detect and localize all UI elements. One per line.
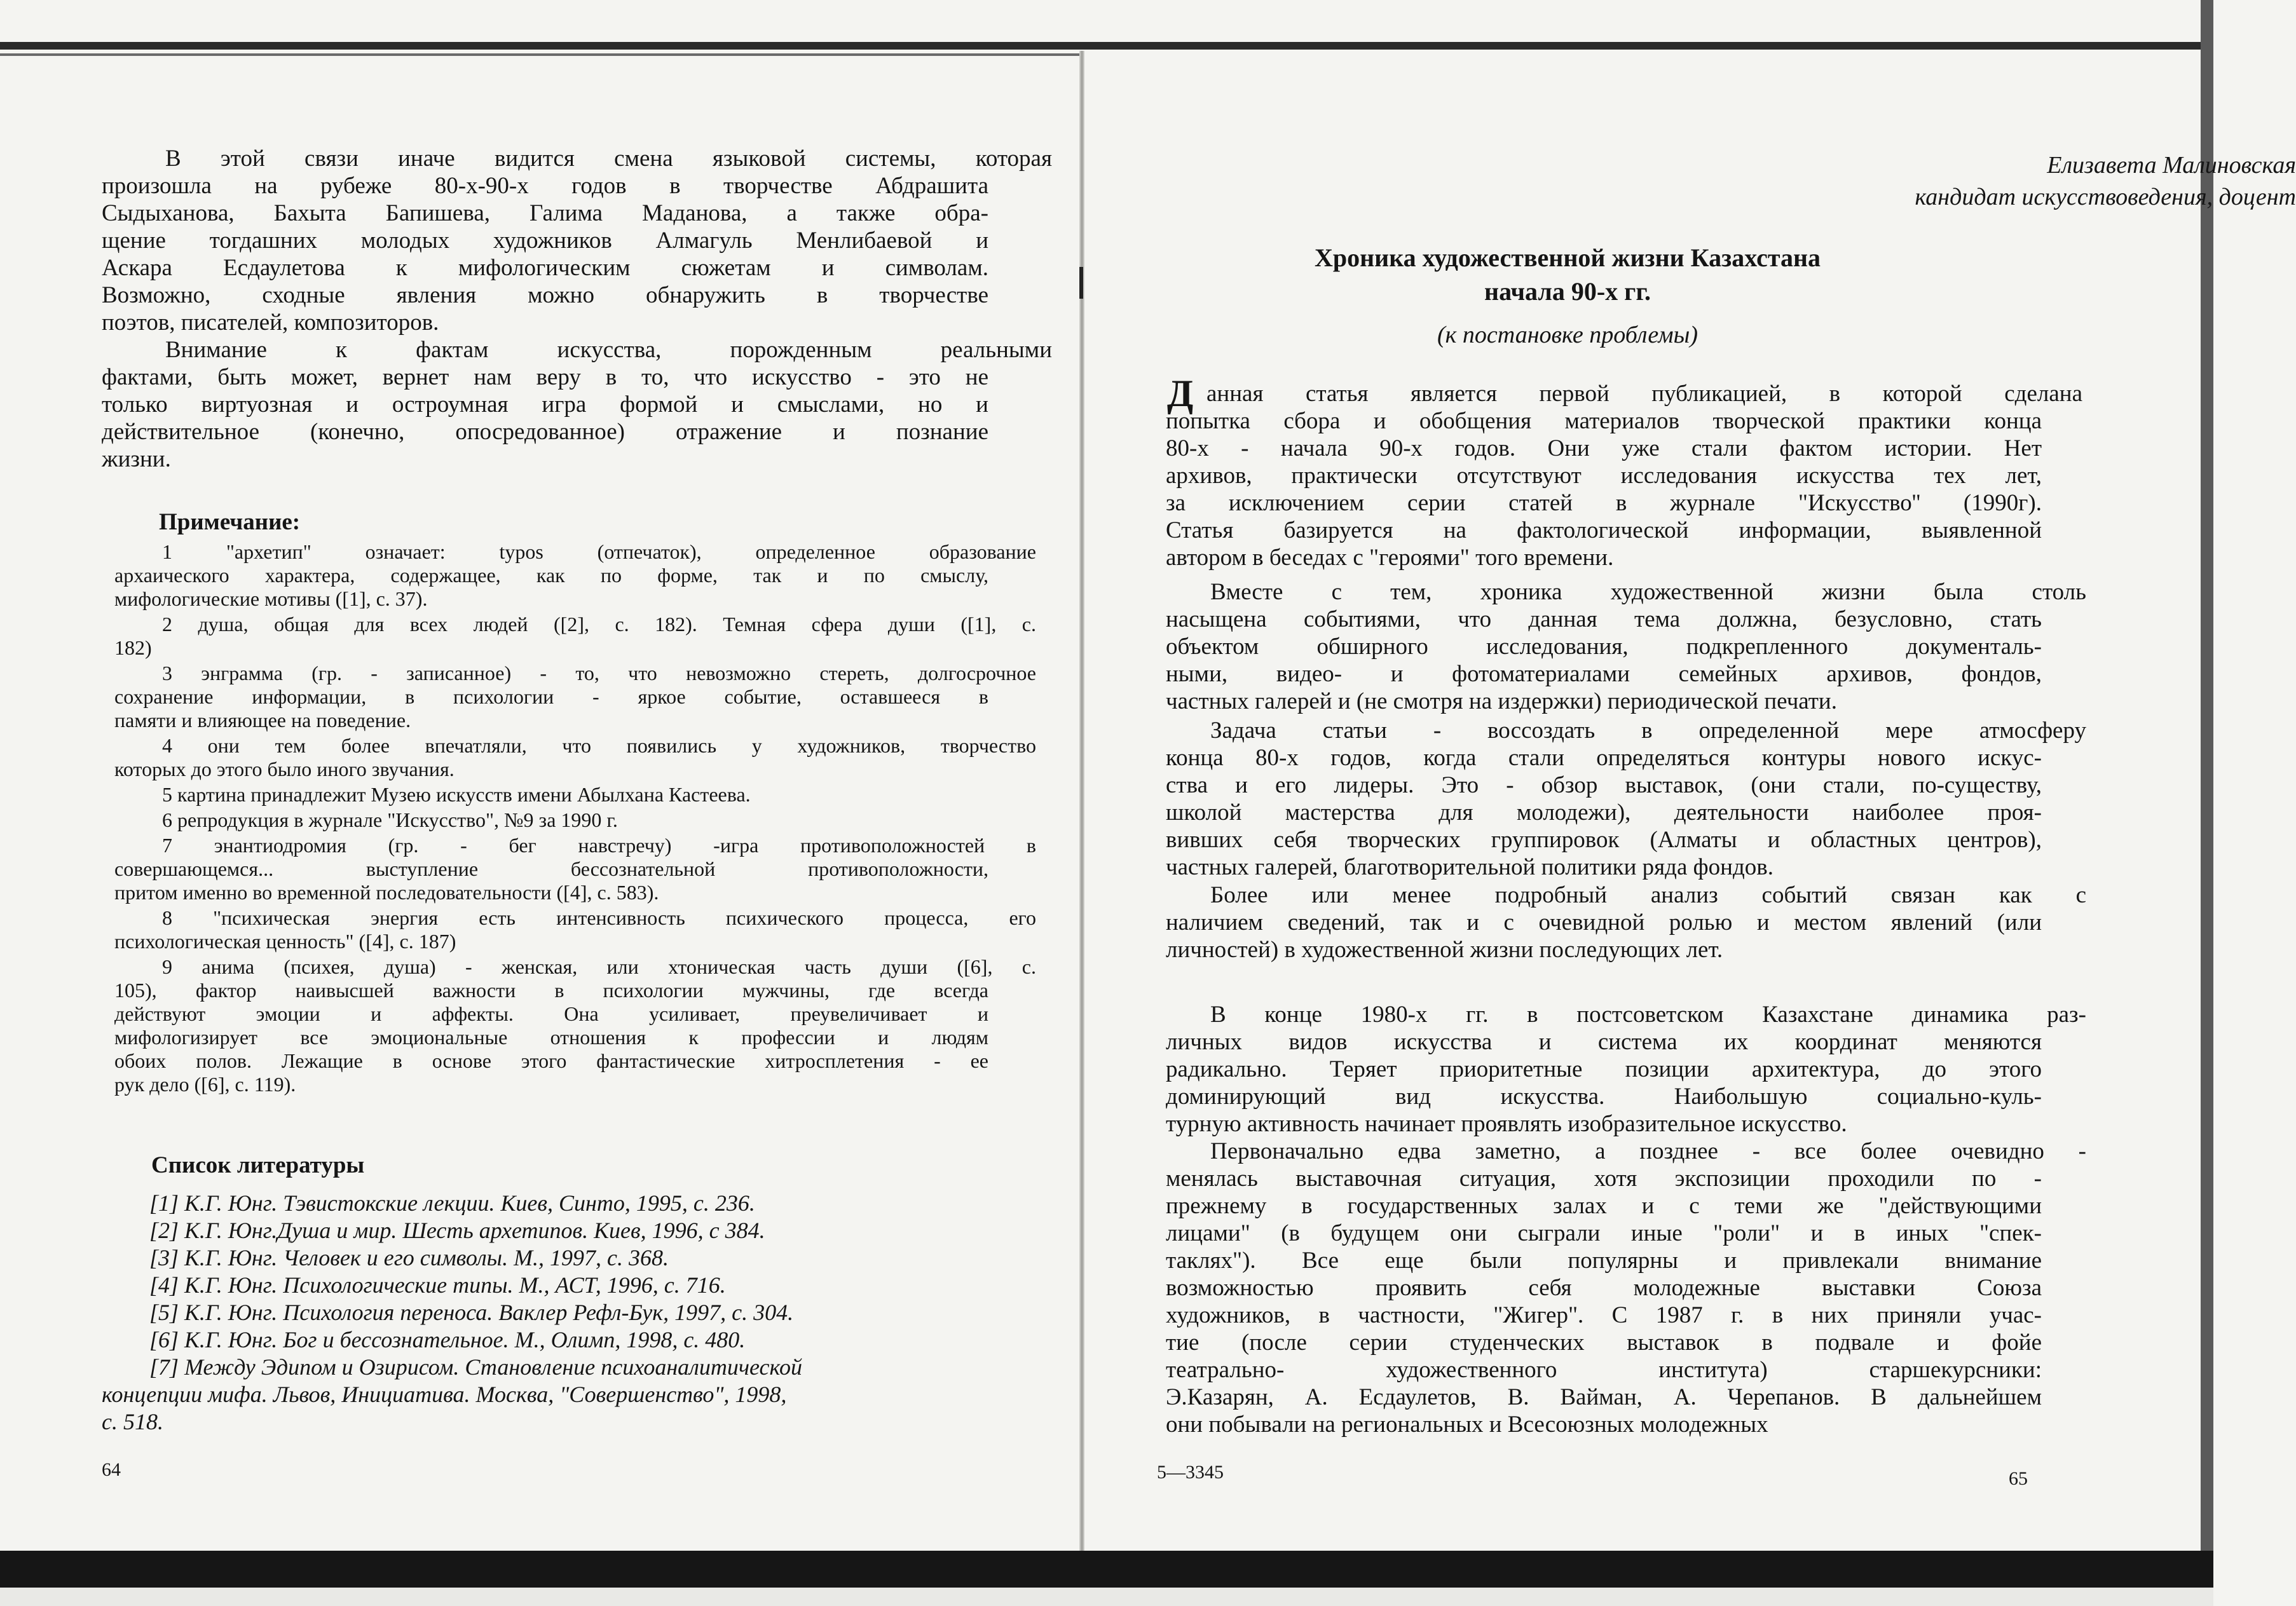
note-line: 3 энграмма (гр. - записанное) - то, что невозможно стереть, долгосрочное xyxy=(162,662,1036,684)
note-line: архаического характера, содержащее, как по форме, так и по смыслу, xyxy=(114,564,988,587)
reference-line: [4] К.Г. Юнг. Психологические типы. М., АСТ, 1996, с. 716. xyxy=(149,1272,726,1298)
body-line: личных видов искусства и система их координат меняются xyxy=(1166,1029,2042,1055)
note-line: 182) xyxy=(114,636,152,659)
drop-cap: Д xyxy=(1167,372,1194,414)
note-line: совершающемся... выступление бессознательной противоположности, xyxy=(114,857,988,880)
body-line: частных галерей, благотворительной политики ряда фондов. xyxy=(1166,854,1774,880)
body-line: попытка сбора и обобщения материалов творческой практики конца xyxy=(1166,408,2042,434)
body-line: щение тогдашних молодых художников Алмагуль Менлибаевой и xyxy=(102,228,988,254)
body-line: В этой связи иначе видится смена языковой системы, которая xyxy=(165,146,1052,172)
body-line: Первоначально едва заметно, а позднее - все более очевидно - xyxy=(1210,1138,2086,1164)
body-line: ства и его лидеры. Это - обзор выставок, (они стали, по-существу, xyxy=(1166,772,2042,798)
body-line: вивших себя творческих группировок (Алматы и областных центров), xyxy=(1166,827,2042,853)
body-line: жизни. xyxy=(102,446,171,472)
body-line: таклях"). Все еще были популярны и привлекали внимание xyxy=(1166,1248,2042,1274)
body-line: ными, видео- и фотоматериалами семейных архивов, фондов, xyxy=(1166,661,2042,687)
body-line: насыщена событиями, что данная тема должна, безусловно, стать xyxy=(1166,606,2042,632)
note-line: мифологизирует все эмоциональные отношения к профессии и людям xyxy=(114,1026,988,1049)
body-line: Сыдыханова, Бахыта Бапишева, Галима Маданова, а также обра- xyxy=(102,200,988,226)
body-line: автором в беседах с "героями" того времени. xyxy=(1166,545,1614,571)
note-line: обоих полов. Лежащие в основе этого фантастические хитросплетения - ее xyxy=(114,1049,988,1072)
reference-line: [7] Между Эдипом и Озирисом. Становление психоаналитической xyxy=(149,1354,803,1380)
body-line: прежнему в государственных залах и с теми же "действующими xyxy=(1166,1193,2042,1219)
body-line: доминирующий вид искусства. Наибольшую социально-куль- xyxy=(1166,1084,2042,1110)
body-line: художников, в частности, "Жигер". С 1987 г. в них приняли учас- xyxy=(1166,1302,2042,1328)
scan-bottom-border xyxy=(0,1551,2213,1588)
note-line: притом именно во временной последовательности ([4], с. 583). xyxy=(114,881,659,904)
page-number-right: 65 xyxy=(2009,1468,2028,1489)
body-line: школой мастерства для молодежи), деятельности наиболее проя- xyxy=(1166,800,2042,826)
right-page xyxy=(1084,0,2296,1551)
note-line: 8 "психическая энергия есть интенсивность психического процесса, его xyxy=(162,906,1036,929)
note-line: 2 душа, общая для всех людей ([2], с. 182). Темная сфера души ([1], с. xyxy=(162,613,1036,636)
reference-line: концепции мифа. Львов, Инициатива. Москва, "Совершенство", 1998, xyxy=(102,1382,787,1407)
page-number-left: 64 xyxy=(102,1459,121,1480)
body-line: Задача статьи - воссоздать в определенной мере атмосферу xyxy=(1210,718,2086,744)
note-line: 4 они тем более впечатляли, что появились у художников, творчество xyxy=(162,734,1036,757)
body-line: лицами" (в будущем они сыграли иные "роли" и в иных "спек- xyxy=(1166,1220,2042,1246)
scan-bottom-edge xyxy=(0,1588,2213,1606)
body-line: театрально- художественного института) старшекурсники: xyxy=(1166,1357,2042,1383)
reference-line: [6] К.Г. Юнг. Бог и бессознательное. М., Олимп, 1998, с. 480. xyxy=(149,1327,746,1352)
reference-line: [1] К.Г. Юнг. Тэвистокские лекции. Киев, Синто, 1995, с. 236. xyxy=(149,1190,755,1216)
body-line: Аскара Есдаулетова к мифологическим сюжетам и символам. xyxy=(102,255,988,281)
body-line: В конце 1980-х гг. в постсоветском Казахстане динамика раз- xyxy=(1210,1002,2086,1028)
note-line: памяти и влияющее на поведение. xyxy=(114,709,411,732)
body-line: действительное (конечно, опосредованное) отражение и познание xyxy=(102,419,988,445)
author-name: Елизавета Малиновская xyxy=(2047,152,2296,179)
author-title: кандидат искусствоведения, доцент xyxy=(1915,184,2296,210)
body-line: возможностью проявить себя молодежные выставки Союза xyxy=(1166,1275,2042,1301)
references-heading: Список литературы xyxy=(151,1152,365,1178)
body-line: наличием сведений, так и с очевидной ролью и местом явлений (или xyxy=(1166,909,2042,936)
reference-line: [2] К.Г. Юнг.Душа и мир. Шесть архетипов. Киев, 1996, с 384. xyxy=(149,1218,765,1243)
reference-line: с. 518. xyxy=(102,1409,163,1434)
left-page xyxy=(0,0,1079,1551)
body-line: турную активность начинает проявлять изобразительное искусство. xyxy=(1166,1111,1847,1137)
body-line: Э.Казарян, А. Есдаулетов, В. Вайман, А. Черепанов. В дальнейшем xyxy=(1166,1384,2042,1410)
note-line: действуют эмоции и аффекты. Она усиливает, преувеличивает и xyxy=(114,1002,988,1025)
note-line: рук дело ([6], с. 119). xyxy=(114,1073,296,1096)
body-line: Вместе с тем, хроника художественной жизни была столь xyxy=(1210,579,2086,605)
body-line: Внимание к фактам искусства, порожденным реальными xyxy=(165,337,1052,363)
article-title-line1: Хроника художественной жизни Казахстана xyxy=(1314,243,1821,272)
note-line: 5 картина принадлежит Музею искусств имени Абылхана Кастеева. xyxy=(162,783,751,806)
body-line: Более или менее подробный анализ событий связан как с xyxy=(1210,882,2086,908)
gutter-mark xyxy=(1079,267,1083,299)
reference-line: [5] К.Г. Юнг. Психология переноса. Ваклер Рефл-Бук, 1997, с. 304. xyxy=(149,1300,794,1325)
body-line: конца 80-х годов, когда стали определяться контуры нового искус- xyxy=(1166,745,2042,771)
body-line: фактами, быть может, вернет нам веру в то, что искусство - это не xyxy=(102,364,988,390)
body-line: они побывали на региональных и Всесоюзных молодежных xyxy=(1166,1412,1768,1438)
note-line: 105), фактор наивысшей важности в психологии мужчины, где всегда xyxy=(114,979,988,1002)
body-line: частных галерей и (не смотря на издержки) периодической печати. xyxy=(1166,688,1837,714)
body-line: объектом обширного исследования, подкрепленного документаль- xyxy=(1166,634,2042,660)
body-line: архивов, практически отсутствуют исследования искусства тех лет, xyxy=(1166,463,2042,489)
signature-mark: 5—3345 xyxy=(1157,1462,1224,1483)
note-line: мифологические мотивы ([1], с. 37). xyxy=(114,587,428,610)
body-line: Статья базируется на фактологической информации, выявленной xyxy=(1166,517,2042,543)
article-title-line2: начала 90-х гг. xyxy=(1484,277,1651,306)
note-line: сохранение информации, в психологии - яркое событие, оставшееся в xyxy=(114,685,988,708)
note-line: 9 анима (психея, душа) - женская, или хтоническая часть души ([6], с. xyxy=(162,955,1036,978)
note-line: 6 репродукция в журнале "Искусство", №9 за 1990 г. xyxy=(162,808,618,831)
body-line: произошла на рубеже 80-х-90-х годов в творчестве Абдрашита xyxy=(102,173,988,199)
body-line: Возможно, сходные явления можно обнаружить в творчестве xyxy=(102,282,988,308)
scan-right-edge xyxy=(2201,0,2213,1606)
reference-line: [3] К.Г. Юнг. Человек и его символы. М., 1997, с. 368. xyxy=(149,1245,669,1270)
note-line: которых до этого было иного звучания. xyxy=(114,758,454,780)
notes-heading: Примечание: xyxy=(159,509,301,535)
body-line: менялась выставочная ситуация, хотя экспозиции проходили по - xyxy=(1166,1166,2042,1192)
body-line: анная статья является первой публикацией, в которой сделана xyxy=(1206,381,2082,407)
note-line: психологическая ценность" ([4], с. 187) xyxy=(114,930,456,953)
article-subtitle: (к постановке проблемы) xyxy=(1437,322,1698,348)
note-line: 1 "архетип" означает: typos (отпечаток), определенное образование xyxy=(162,540,1036,563)
body-line: 80-х - начала 90-х годов. Они уже стали фактом истории. Нет xyxy=(1166,435,2042,461)
body-line: личностей) в художественной жизни последующих лет. xyxy=(1166,937,1723,963)
body-line: за исключением серии статей в журнале "Искусство'' (1990г). xyxy=(1166,490,2042,516)
body-line: только виртуозная и остроумная игра формой и смыслами, но и xyxy=(102,391,988,418)
body-line: тие (после серии студенческих выставок в подвале и фойе xyxy=(1166,1330,2042,1356)
body-line: поэтов, писателей, композиторов. xyxy=(102,310,439,336)
body-line: радикально. Теряет приоритетные позиции архитектура, до этого xyxy=(1166,1056,2042,1082)
note-line: 7 энантиодромия (гр. - бег навстречу) -игра противоположностей в xyxy=(162,834,1036,857)
